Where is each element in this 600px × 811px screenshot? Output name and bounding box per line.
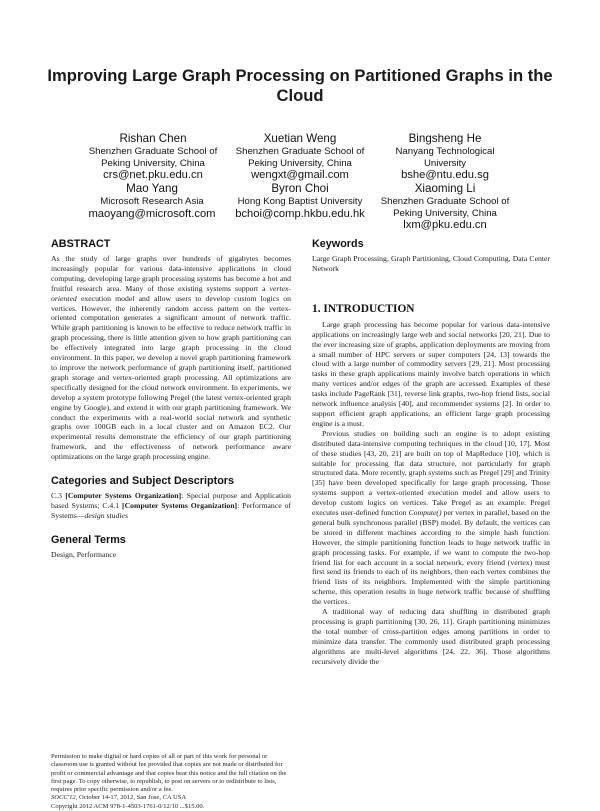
venue-details: October 14-17, 2012, San Jose, CA USA xyxy=(78,794,187,802)
author-affiliation: University xyxy=(423,157,467,169)
general-terms-heading: General Terms xyxy=(51,533,126,546)
function-name: Compute() xyxy=(408,508,442,518)
author-name: Rishan Chen xyxy=(119,132,187,145)
keywords-heading: Keywords xyxy=(312,238,364,250)
categories-bold-part: [Computer Systems Organization] xyxy=(122,500,238,510)
abstract-text-part: execution model and allow users to develop custom logics on vertices. However, the inherently random access pattern on the vertex-oriented computation generates a significant amount of network traffic. While graph partitioning is known to be effective to reduce network traffic in graph processing, there is little attention given to how graph partitioning can be effectively integrated into large graph processing in the cloud environment. In this paper, we develop a novel graph partitioning framework to improve the network performance of graph partitioning itself, partitioned graph storage and vertex-oriented graph processing. All optimizations are specifically designed for the cloud network environment. In experiments, we develop a system prototype following Pregel (the latest vertex-oriented graph engine by Google), and extend it with our graph partitioning framework. We conduct the experiments with a real-world social network and synthetic graphs over 100GB each in a local cluster and on Amazon EC2. Our experimental results demonstrate the efficiency of our graph partitioning framework, and the effectiveness of network performance aware optimizations on the large graph processing engine. xyxy=(51,293,291,462)
author-email[interactable]: bchoi@comp.hkbu.edu.hk xyxy=(235,207,365,220)
author-name: Mao Yang xyxy=(126,182,178,195)
author-block xyxy=(360,132,530,182)
author-name: Xuetian Weng xyxy=(263,132,337,145)
author-affiliation: Peking University, China xyxy=(248,157,352,169)
paper-title: Improving Large Graph Processing on Partitioned Graphs in the Cloud xyxy=(47,66,553,105)
left-column xyxy=(51,238,291,810)
categories-bold-part: [Computer Systems Organization] xyxy=(65,491,182,501)
intro-paragraph xyxy=(312,429,550,607)
intro-paragraph: A traditional way of reducing data shuffling in distributed graph processing is graph partitioning [30, 26, 11]. Graph partitioning minimizes the total number of cross-partition edges among partitions in order to minimize data transfer. The commonly used distributed graph processing algorithms are multi-level algorithms [24, 22, 36]. Those algorithms recursively divide the xyxy=(312,607,550,666)
right-column xyxy=(312,238,550,667)
copyright-line: Copyright 2012 ACM 978-1-4503-1761-0/12/10 ...$15.00. xyxy=(51,802,205,810)
author-email[interactable]: crs@net.pku.edu.cn xyxy=(103,169,203,181)
author-email[interactable]: wengxt@gmail.com xyxy=(251,169,349,181)
author-affiliation: Shenzhen Graduate School of xyxy=(88,146,218,157)
author-affiliation: Hong Kong Baptist University xyxy=(237,196,363,207)
categories-text-part: C.3 xyxy=(51,491,62,501)
abstract-text xyxy=(51,254,291,462)
categories-text-part: : Special purpose and Application based Systems; C.4.1 xyxy=(51,491,291,510)
author-affiliation: Shenzhen Graduate School of xyxy=(380,196,510,207)
categories-heading: Categories and Subject Descriptors xyxy=(51,475,234,488)
author-block xyxy=(67,182,237,221)
intro-paragraph: Large graph processing has become popular for various data-intensive applications on increasingly large web and social networks [20, 21]. Due to the ever increasing size of graphs, application deployments are moving from a small number of HPC servers or super computers [24, 13] towards the cloud with a large number of commodity servers [29, 21]. Most processing tasks in these graph applications mainly involve batch operations in which many vertices and/or edges of the graph are accessed. Examples of these tasks include PageRank [31], reverse link graphs, two-hop friend lists, social network influence analysis [40], and recommender systems [2]. In order to support efficient graph applications, an efficient large graph processing engine is a must. xyxy=(312,319,550,428)
author-affiliation: Nanyang Technological xyxy=(395,146,495,157)
abstract-text-part: As the study of large graphs over hundreds of gigabytes becomes increasingly popular for various data-intensive applications in cloud computing, developing large graph processing systems has become a hot and fruitful research area. Many of those existing systems support a xyxy=(51,254,291,293)
author-email[interactable]: bshe@ntu.edu.sg xyxy=(401,169,489,181)
venue-line xyxy=(51,794,291,802)
general-terms-text: Design, Performance xyxy=(51,549,117,559)
author-name: Xiaoming Li xyxy=(414,182,476,195)
author-name: Byron Choi xyxy=(271,182,329,195)
intro-text-part: per vertex in parallel, based on the general bulk synchronous parallel (BSP) model. By default, the vertices can be stored in different machines according to the simple hash function. However, the simple partitioning function leads to huge network traffic in graph processing tasks. For example, if we want to compute the two-hop friend list for each account in a social network, every friend (vertex) must first send its friends to each of its neighbors, then each vertex combines the friend lists of its neighbors. Implemented with the simple partitioning scheme, this operation results in huge network traffic because of shuffling the vertices. xyxy=(312,508,550,607)
categories-italic-part: design studies xyxy=(84,510,128,520)
permission-text: Permission to make digital or hard copies of all or part of this work for personal or classroom use is granted without fee provided that copies are not made or distributed for profit or commercial advantage and that copies bear this notice and the full citation on the first page. To copy otherwise, to republish, to post on servers or to redistribute to lists, requires prior specific permission and/or a fee. xyxy=(51,753,287,794)
intro-text-part: Previous studies on building such an engine is to adopt existing distributed data-intensive computing techniques in the cloud [10, 17]. Most of these studies [43, 20, 21] are built on top of MapReduce [10], which is suitable for processing flat data structure, not particularly for graph structured data. More recently, graph systems such as Pregel [29] and Trinity [35] have been developed specifically for large graph processing. Those systems support a vertex-oriented execution model and allow users to develop custom logics on vertices. Take Pregel as an example. Pregel executes user-defined function xyxy=(312,428,550,518)
author-affiliation: Peking University, China xyxy=(393,207,497,219)
author-block xyxy=(360,182,530,232)
author-block xyxy=(68,132,238,182)
abstract-heading: ABSTRACT xyxy=(51,238,111,250)
author-email[interactable]: maoyang@microsoft.com xyxy=(88,207,216,220)
author-affiliation: Shenzhen Graduate School of xyxy=(235,146,365,157)
keywords-text: Large Graph Processing, Graph Partitioning, Cloud Computing, Data Center Network xyxy=(312,254,550,273)
author-email[interactable]: lxm@pku.edu.cn xyxy=(403,219,487,231)
introduction-heading: 1. INTRODUCTION xyxy=(312,302,415,315)
author-name: Bingsheng He xyxy=(408,132,482,145)
abstract-emphasis: vertex-oriented xyxy=(51,283,291,303)
author-affiliation: Peking University, China xyxy=(101,157,205,169)
author-affiliation: Microsoft Research Asia xyxy=(100,196,204,207)
categories-text-part: : Performance of Systems— xyxy=(51,500,291,520)
venue-name: SOCC'12, xyxy=(51,794,78,802)
categories-text xyxy=(51,491,291,521)
permission-block xyxy=(51,753,291,811)
